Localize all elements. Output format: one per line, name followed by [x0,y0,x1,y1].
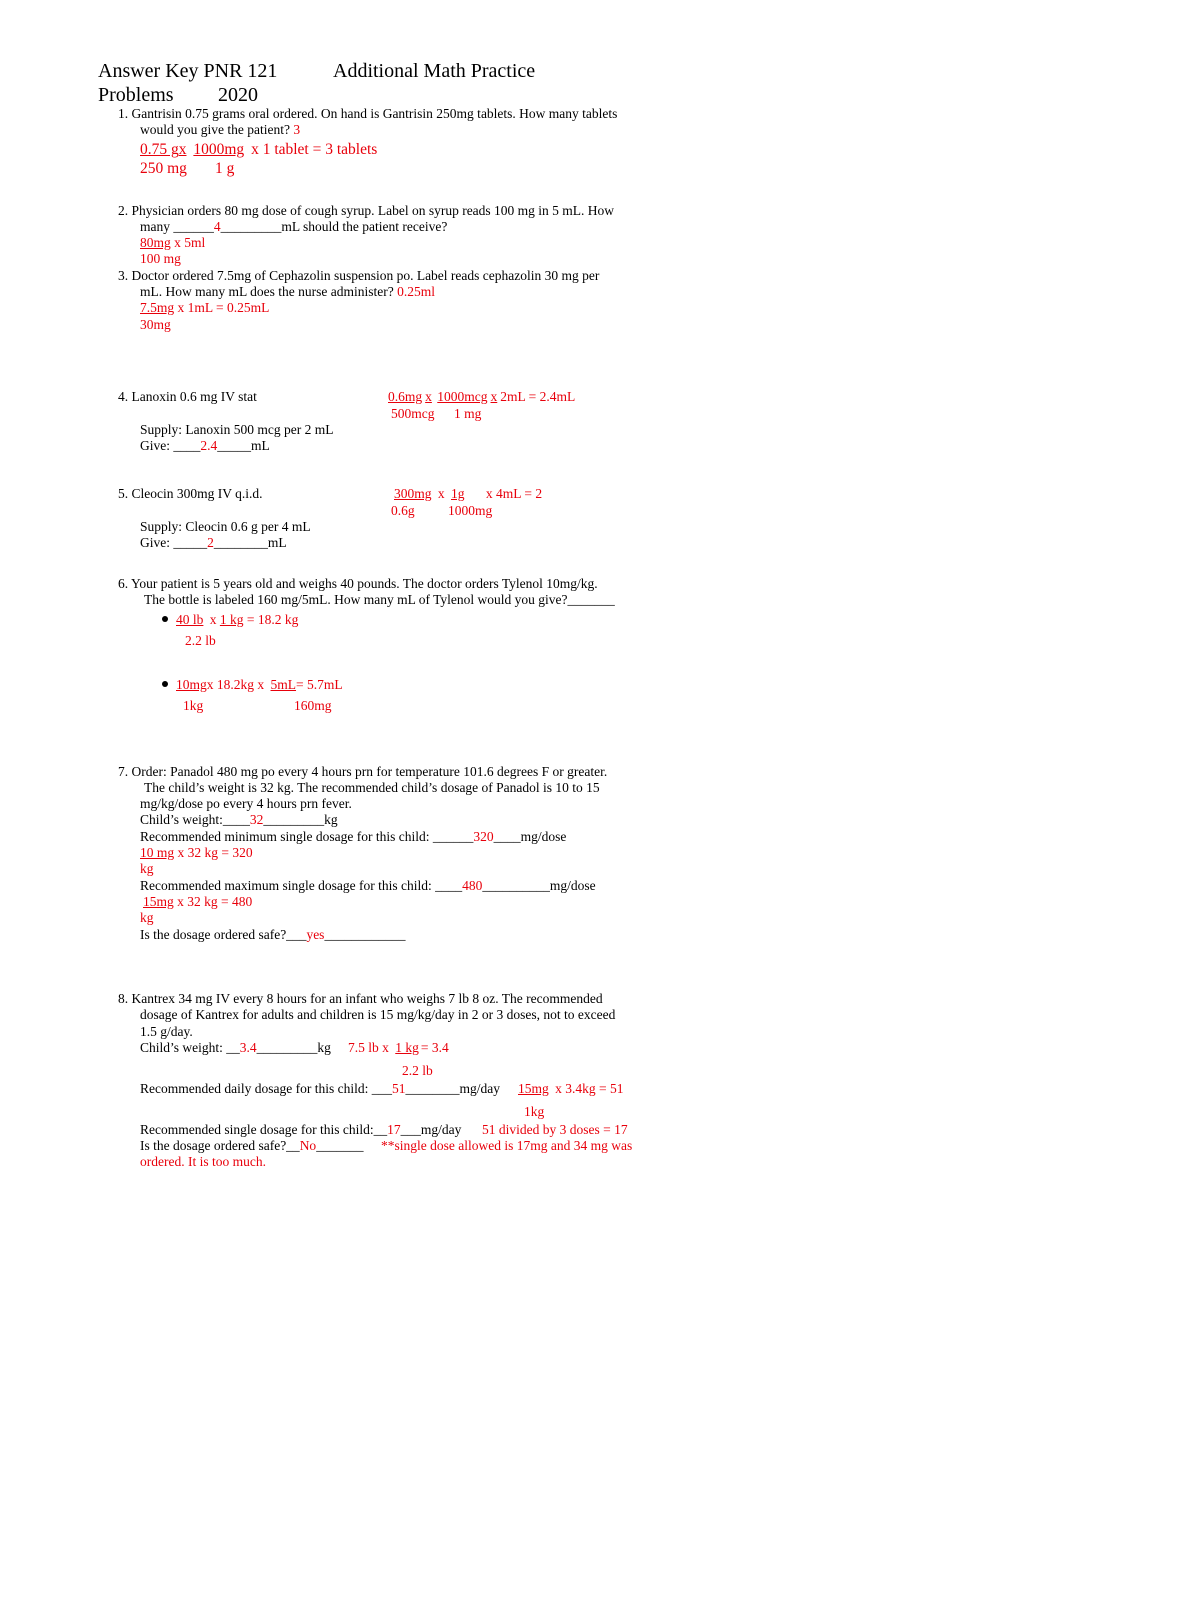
title-course: Answer Key PNR 121 [98,60,278,82]
p7-weight: Child’s weight:____32_________kg [140,812,338,827]
p7-safe: Is the dosage ordered safe?___yes____________ [140,927,406,942]
p8-safe-answer: No [299,1138,317,1153]
p2-line1: 2. Physician orders 80 mg dose of cough syrup. Label on syrup reads 100 mg in 5 mL. How [118,203,615,218]
p8-daily-answer: 51 [391,1081,406,1096]
p5-work2a: 0.6g [391,503,415,518]
p4-work1: 0.6mg x 1000mcg x 2mL = 2.4mL [388,389,576,404]
p3-work2: 30mg [140,317,171,332]
p7-work1: 10 mg x 32 kg = 320 [140,845,253,860]
p8-weight: Child’s weight: __3.4_________kg [140,1040,331,1055]
p7-line3: mg/kg/dose po every 4 hours prn fever. [140,796,352,811]
p3-line1: 3. Doctor ordered 7.5mg of Cephazolin suspension po. Label reads cephazolin 30 mg per [118,268,600,283]
p3-work1: 7.5mg x 1mL = 0.25mL [140,300,270,315]
p7-work2-den: kg [140,910,154,925]
p8-work2: 15mg x 3.4kg = 51 [518,1081,624,1096]
p7-min-dose: Recommended minimum single dosage for this child: ______320____mg/dose [140,829,567,844]
p8-line2: dosage of Kantrex for adults and children is 15 mg/kg/day in 2 or 3 doses, not to exceed [140,1007,616,1022]
p1-answer: 3 [293,122,301,137]
p1-line1: 1. Gantrisin 0.75 grams oral ordered. On hand is Gantrisin 250mg tablets. How many tablets [118,106,618,121]
p7-work2: 15mg x 32 kg = 480 [143,894,253,909]
p1-line2 [140,122,300,138]
p3-answer: 0.25ml [397,284,435,299]
p4-answer: 2.4 [200,438,218,453]
p3-line2: mL. How many mL does the nurse administer? 0.25ml [140,284,435,299]
p4-work2a: 500mcg [391,406,435,421]
p5-supply: Supply: Cleocin 0.6 g per 4 mL [140,519,311,534]
p5-line1: 5. Cleocin 300mg IV q.i.d. [118,486,263,501]
p4-line1: 4. Lanoxin 0.6 mg IV stat [118,389,257,404]
p6-work1-denominator: 2.2 lb [185,633,216,648]
p8-work1: 7.5 lb x 1 kg = 3.4 [348,1040,449,1055]
p5-work2b: 1000mg [448,503,493,518]
p4-give: Give: ____2.4_____mL [140,438,270,453]
p8-single-dose: Recommended single dosage for this child:__17___mg/day [140,1122,462,1137]
p8-explanation: **single dose allowed is 17mg and 34 mg was [381,1138,633,1153]
p7-min-answer: 320 [473,829,494,844]
p6-line1: 6. Your patient is 5 years old and weighs 40 pounds. The doctor orders Tylenol 10mg/kg. [118,576,598,591]
p8-work3: 51 divided by 3 doses = 17 [482,1122,628,1137]
p7-max-answer: 480 [462,878,483,893]
p7-line1: 7. Order: Panadol 480 mg po every 4 hours prn for temperature 101.6 degrees F or greater. [118,764,608,779]
p8-line3: 1.5 g/day. [140,1024,193,1039]
p5-give: Give: _____2________mL [140,535,287,550]
p6-work1: 40 lb x 1 kg = 18.2 kg [176,612,299,627]
p6-work2-den1: 1kg [183,698,204,713]
p1-question: would you give the patient? [140,122,290,137]
p2-work2: 100 mg [140,251,181,266]
p8-work1-den: 2.2 lb [402,1063,433,1078]
p7-work1-den: kg [140,861,154,876]
p4-supply: Supply: Lanoxin 500 mcg per 2 mL [140,422,334,437]
p7-max-dose: Recommended maximum single dosage for this child: ____480__________mg/dose [140,878,596,893]
p7-safe-answer: yes [306,927,325,942]
p8-safe: Is the dosage ordered safe?__No_______ [140,1138,364,1153]
p8-daily-dose: Recommended daily dosage for this child: ___51________mg/day [140,1081,500,1096]
p2-answer: 4 [213,219,221,234]
title-problems: Problems [98,84,174,106]
p8-single-answer: 17 [387,1122,401,1137]
p8-explanation-2: ordered. It is too much. [140,1154,266,1169]
p2-work1: 80mg x 5ml [140,235,206,250]
p6-bullet-2 [162,681,168,687]
p2-line2: many ______4_________mL should the patient receive? [140,219,448,234]
p6-work2: 10mgx 18.2kg x 5mL= 5.7mL [176,677,343,692]
p8-line1: 8. Kantrex 34 mg IV every 8 hours for an infant who weighs 7 lb 8 oz. The recommended [118,991,603,1006]
title-subject: Additional Math Practice [333,60,536,82]
p5-answer: 2 [207,535,214,550]
p1-work2: 250 mg [140,160,187,177]
p7-weight-answer: 32 [249,812,264,827]
p1-work2b: 1 g [215,160,235,177]
p6-bullet-1 [162,616,168,622]
p8-weight-answer: 3.4 [239,1040,257,1055]
p4-work2b: 1 mg [454,406,482,421]
p6-work2-den2: 160mg [294,698,332,713]
p7-line2: The child’s weight is 32 kg. The recommended child’s dosage of Panadol is 10 to 15 [144,780,600,795]
p5-work1: 300mg x 1g x 4mL = 2 [394,486,543,501]
p1-work1: 0.75 gx 1000mg x 1 tablet = 3 tablets [140,141,378,158]
p6-line2: The bottle is labeled 160 mg/5mL. How many mL of Tylenol would you give?_______ [144,592,615,607]
p8-work2-den: 1kg [524,1104,545,1119]
title-year: 2020 [218,84,258,106]
